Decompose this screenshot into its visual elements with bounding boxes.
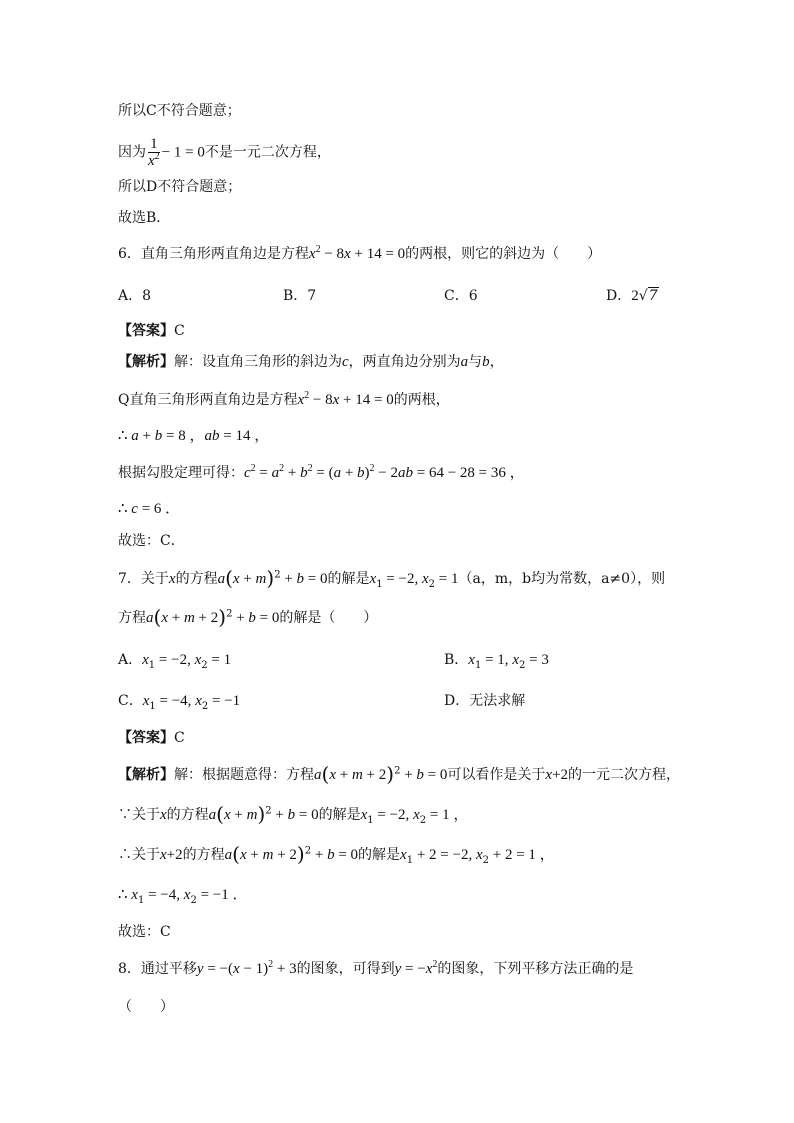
- text-line: 所以C不符合题意；: [118, 103, 241, 119]
- option-a[interactable]: A．8: [118, 288, 152, 304]
- option-d[interactable]: D．2√7: [606, 288, 658, 304]
- option-a[interactable]: A．$x_1 = -2$, $x_2 = 1$: [118, 652, 232, 671]
- text-line: 所以D不符合题意；: [118, 179, 242, 195]
- text-line: 故选：C: [118, 924, 171, 940]
- text-line: ∴关于x+2的方程$a(x + m + 2)^2 + b = 0$的解是$x_1 + 2 = -2$, $x_2 + 2 = 1$ ，: [118, 842, 555, 866]
- answer-tag: 【答案】: [118, 323, 174, 339]
- text-line: ∵关于x的方程$a(x + m)^2 + b = 0$的解是$x_1 = -2$, $x_2 = 1$ ，: [118, 802, 469, 826]
- analysis-line: 【解析】解：根据题意得：方程$a(x + m + 2)^2 + b = 0$可以看作是关于x+2的一元二次方程，: [118, 762, 681, 786]
- text-line: ∴ a + b = 8 ，ab = 14 ，: [118, 428, 270, 444]
- analysis-tag: 【解析】: [118, 767, 174, 783]
- fraction: $\frac{1}{x^2}$: [148, 136, 160, 169]
- answer-line: 【答案】C: [118, 323, 185, 339]
- option-b[interactable]: B．7: [283, 288, 317, 304]
- text-line: Q直角三角形两直角边是方程$x^2 - 8x + 14 = 0$的两根，: [118, 390, 450, 408]
- text-line: 故选：C．: [118, 533, 185, 549]
- question-6-stem: 6．直角三角形两直角边是方程$x^2 - 8x + 14 = 0$的两根，则它的斜边为（ ）: [118, 244, 602, 262]
- text-line: 故选B．: [118, 210, 171, 226]
- question-8-stem: 8．通过平移$y = -(x - 1)^2 + 3$的图象，可得到$y = -x^2$的图象，下列平移方法正确的是: [118, 959, 634, 977]
- question-8-paren: （ ）: [118, 999, 174, 1015]
- option-b[interactable]: B．$x_1 = 1$, $x_2 = 3$: [444, 652, 549, 671]
- analysis-tag: 【解析】: [118, 354, 174, 370]
- text-line: ∴ c = 6 ．: [118, 501, 181, 517]
- analysis-line: 【解析】解：设直角三角形的斜边为c，两直角边分别为a与b，: [118, 354, 504, 370]
- text-line: 因为 $\frac{1}{x^2}$ − 1 = 0不是一元二次方程，: [118, 136, 331, 169]
- question-7-stem: 7．关于x的方程$a(x + m)^2 + b = 0$的解是$x_1 = -2$, $x_2 = 1(a$，m，b均为常数，a≠0），则: [118, 566, 666, 590]
- option-c[interactable]: C．6: [444, 288, 478, 304]
- question-7-stem-cont: 方程$a(x + m + 2)^2 + b = 0$的解是（ ）: [118, 605, 378, 629]
- text-line: 根据勾股定理可得：$c^2 = a^2 + b^2 = (a + b)^2 - 2ab = 64 - 28 = 36$ ，: [118, 463, 525, 481]
- option-c[interactable]: C．$x_1 = -4$, $x_2 = -1$: [118, 693, 241, 712]
- answer-line: 【答案】C: [118, 730, 185, 746]
- text-line: ∴ $x_1 = -4$, $x_2 = -1$ ．: [118, 887, 248, 906]
- answer-tag: 【答案】: [118, 730, 174, 746]
- option-d[interactable]: D．无法求解: [444, 693, 526, 709]
